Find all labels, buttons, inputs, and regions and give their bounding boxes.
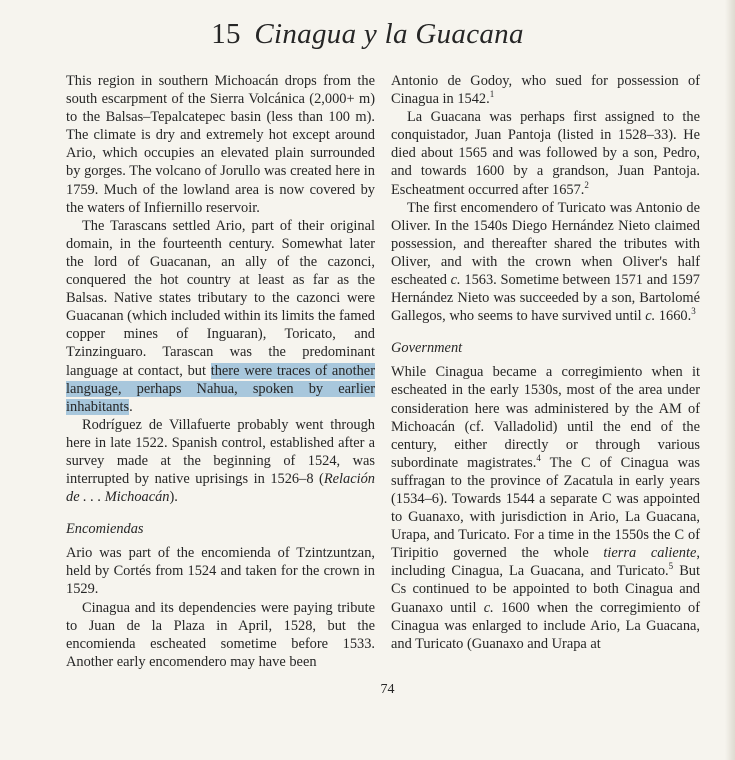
chapter-number: 15 [211, 18, 241, 50]
government-text-b: The C of Cinagua was suffragan to the province of Zacatula in early years (1534–6). Towards 1544 a separate C was appointed to Guanaxo, with jurisdiction in Ario, La Guacana, Urapa, and Turicato. For a time in the 1550s the C of Tiripitio governed the whole [391, 454, 700, 562]
turicato-text-b: 1563. Sometime between 1571 and 1597 Hernández Nieto was succeeded by a son, Bartolomé Gallegos, who seems to have survived until [391, 272, 700, 325]
footnote-ref-5: 5 [668, 561, 674, 572]
left-column [66, 72, 375, 671]
turicato-paragraph [391, 199, 700, 326]
chapter-title [0, 18, 735, 51]
guacana-paragraph [391, 108, 700, 198]
tarascan-text: The Tarascans settled Ario, part of their original domain, in the fourteenth century. Somewhat later the lord of Guacanan, an ally of the cazonci, conquered the hot country at least as far as the Balsas. Native states tributary to the cazonci were Guacanan (which included within its limits the famed copper mines of Inguaran), Toricato, and Tzinzinguaro. Tarascan was the predominant language at contact, but [66, 217, 375, 379]
encomiendas-heading: Encomiendas [66, 521, 144, 538]
government-text-c: , including Cinagua, La Guacana, and Turicato. [391, 545, 700, 580]
government-heading: Government [391, 340, 463, 357]
cinagua-paragraph: Cinagua and its dependencies were paying tribute to Juan de la Plaza in April, 1528, but the encomienda escheated sometime before 1533. Another early encomendero may have been [66, 599, 375, 670]
circa-2: c. [645, 308, 656, 325]
chapter-name: Cinagua y la Guacana [254, 18, 524, 50]
footnote-ref-2: 2 [584, 179, 589, 190]
tarascan-end: . [129, 398, 133, 415]
circa-3: c. [483, 599, 494, 616]
government-text-e: 1600 when the corregimiento of Cinagua was enlarged to include Ario, La Guacana, and Turicato (Guanaxo and Urapa at [391, 599, 700, 652]
government-paragraph [391, 363, 700, 653]
villafuerte-text: Rodríguez de Villafuerte probably went through here in late 1522. Spanish control, established after a survey made at the beginning of 1524, was interrupted by native uprisings in 1526–8 ( [66, 416, 375, 488]
godoy-text: Antonio de Godoy, who sued for possession of Cinagua in 1542. [391, 73, 700, 108]
page-edge-shadow [725, 0, 735, 760]
relacion-citation: Relación de . . . Michoacán [66, 471, 375, 506]
circa-1: c. [450, 272, 461, 289]
tierra-caliente: tierra caliente [603, 545, 697, 562]
footnote-ref-4: 4 [536, 452, 541, 463]
tarascan-paragraph [66, 217, 375, 416]
turicato-text-c: 1660. [655, 308, 692, 325]
highlighted-text[interactable]: there were traces of another language, perhaps Nahua, spoken by earlier inhabitants [66, 362, 375, 415]
villafuerte-end: ). [169, 489, 178, 506]
page-number: 74 [380, 682, 395, 697]
right-column [391, 72, 700, 653]
government-text-d: But Cs continued to be appointed to both Cinagua and Guanaxo until [391, 563, 700, 616]
villafuerte-paragraph [66, 416, 375, 506]
footnote-ref-3: 3 [691, 306, 696, 317]
intro-paragraph: This region in southern Michoacán drops from the south escarpment of the Sierra Volcánica (2,000+ m) to the Balsas–Tepalcatepec basin (less than 100 m). The climate is dry and extremely hot except around Ario, which occupies an elevated plain surrounded by gorges. The volcano of Jorullo was created here in 1759. Much of the lowland area is now covered by the waters of Infiernillo reservoir. [66, 73, 375, 216]
footnote-ref-1: 1 [489, 89, 495, 100]
government-text-a: While Cinagua became a corregimiento when it escheated in the early 1530s, most of the area under consideration here was administered by the AM of Michoacán (cf. Valladolid) until the end of the century, either directly or through various subordinate magistrates. [391, 364, 700, 471]
guacana-text: La Guacana was perhaps first assigned to the conquistador, Juan Pantoja (listed in 1528–33). He died about 1565 and was followed by a son, Pedro, and towards 1600 by a grandson, Juan Pantoja. Escheatment occurred after 1657. [391, 109, 700, 198]
ario-paragraph: Ario was part of the encomienda of Tzintzuntzan, held by Cortés from 1524 and taken for the crown in 1529. [66, 545, 375, 598]
godoy-paragraph [391, 72, 700, 108]
turicato-text-a: The first encomendero of Turicato was Antonio de Oliver. In the 1540s Diego Hernández Nieto claimed possession, and thereafter shared the tributes with Oliver, and with the crown when Oliver's half escheated [391, 199, 700, 289]
